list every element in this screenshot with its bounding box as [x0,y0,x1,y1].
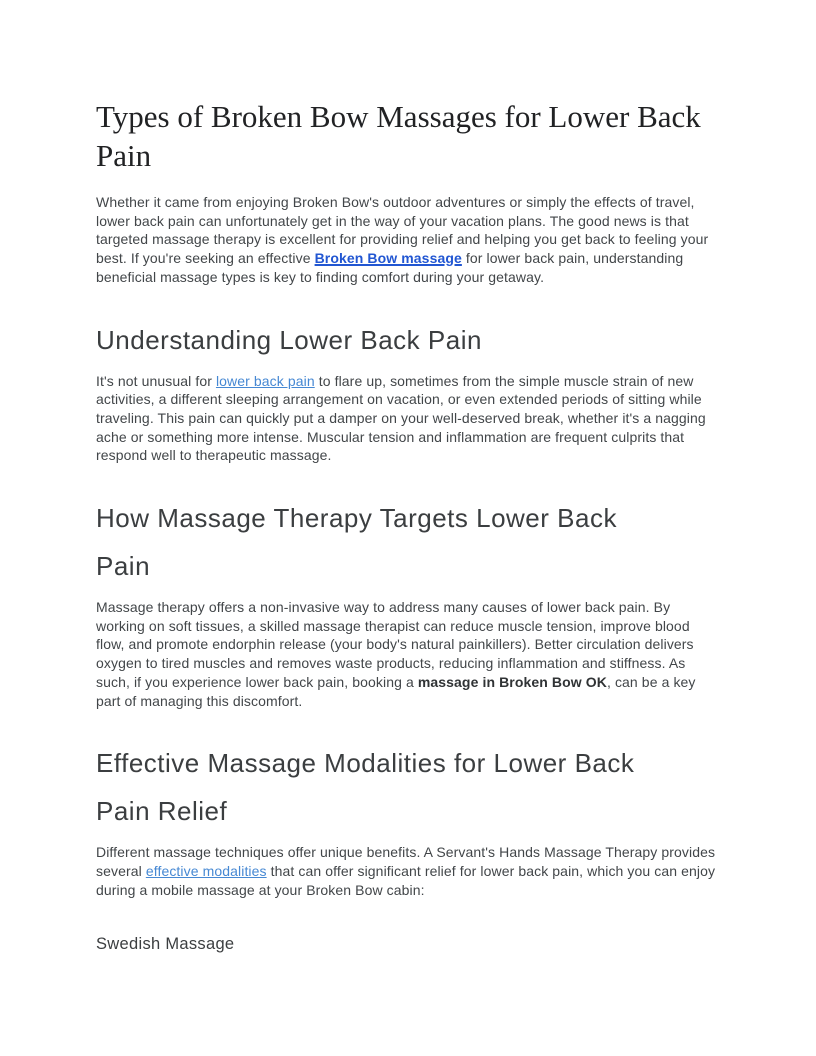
modalities-paragraph [96,843,720,899]
section-heading-understanding-lower-back-pain: Understanding Lower Back Pain [96,324,482,355]
therapy-targets-paragraph [96,598,720,710]
section-heading-effective-massage-modalities: Effective Massage Modalities for Lower Back Pain Relief [96,748,635,827]
intro-text-run: for lower back pain, understanding beneficial massage types is key to finding comfort during your getaway. [96,250,684,285]
page-title: Types of Broken Bow Massages for Lower Back Pain [96,99,701,173]
lower-back-pain-link[interactable]: lower back pain [215,372,315,389]
broken-bow-massage-link[interactable]: Broken Bow massage [314,250,462,267]
intro-paragraph [96,193,720,287]
article-content [96,97,720,956]
understanding-paragraph [96,372,720,466]
section-heading-how-massage-therapy-targets: How Massage Therapy Targets Lower Back Pain [96,503,617,582]
subheading-swedish-massage: Swedish Massage [96,935,235,954]
paragraph-text-run: It's not unusual for [96,372,216,389]
paragraph-text-run: that can offer significant relief for lower back pain, which you can enjoy during a mobile massage at your Broken Bow cabin: [96,862,716,898]
paragraph-text-run: Different massage techniques offer unique benefits. A Servant's Hands Massage Therapy provides several [96,844,716,879]
paragraph-text-run: , can be a key part of managing this discomfort. [96,673,696,709]
effective-modalities-link[interactable]: effective modalities [145,862,267,879]
paragraph-text-run: Massage therapy offers a non-invasive way to address many causes of lower back pain. By working on soft tissues, a skilled massage therapist can reduce muscle tension, improve blood flow, and promote endorphin release (your body's natural painkillers). Better circulation delivers oxygen to tired muscles and removes waste products, reducing inflammation and stiffness. As such, if you experience lower back pain, booking a [96,599,694,690]
intro-text-run: Whether it came from enjoying Broken Bow's outdoor adventures or simply the effects of travel, lower back pain can unfortunately get in the way of your vacation plans. The good news is that targeted massage therapy is excellent for providing relief and helping you get back to feeling your best. If you're seeking an effective [96,194,709,267]
massage-in-broken-bow-bold-text: massage in Broken Bow OK [417,673,607,690]
paragraph-text-run: to flare up, sometimes from the simple muscle strain of new activities, a different sleeping arrangement on vacation, or even extended periods of sitting while traveling. This pain can quickly put a damper on your well-deserved break, whether it's a nagging ache or something more intense. Muscular tension and inflammation are frequent culprits that respond well to therapeutic massage. [96,372,706,464]
